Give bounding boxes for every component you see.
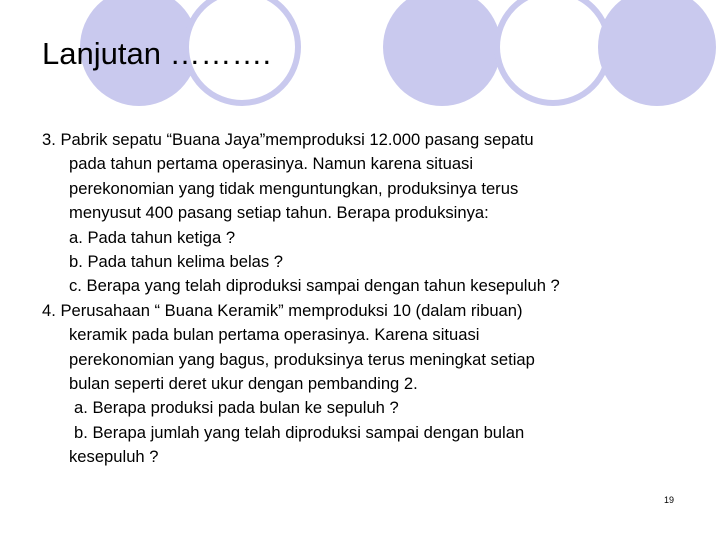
problem-3-line-3: perekonomian yang tidak menguntungkan, produksinya terus (69, 178, 519, 198)
problem-3-line-1: 3. Pabrik sepatu “Buana Jaya”memproduksi 12.000 pasang sepatu (42, 130, 534, 149)
decor-circle-filled-2 (383, 0, 501, 106)
problem-4-question-b-cont: kesepuluh ? (69, 447, 159, 467)
problem-4-line-4: bulan seperti deret ukur dengan pembanding 2. (69, 374, 418, 394)
problem-3-question-b: b. Pada tahun kelima belas ? (69, 252, 284, 272)
problem-4-line-3: perekonomian yang bagus, produksinya terus meningkat setiap (69, 349, 535, 369)
slide-title: Lanjutan ………. (42, 36, 272, 71)
decor-circle-filled-3 (598, 0, 716, 106)
decor-circle-ring-2 (494, 0, 612, 106)
problem-3-question-c: c. Berapa yang telah diproduksi sampai dengan tahun kesepuluh ? (69, 276, 560, 296)
problem-4-question-a: a. Berapa produksi pada bulan ke sepuluh ? (74, 398, 399, 418)
problem-4-question-b: b. Berapa jumlah yang telah diproduksi sampai dengan bulan (74, 422, 525, 442)
slide-body (42, 128, 702, 470)
problem-4-line-1: 4. Perusahaan “ Buana Keramik” memproduksi 10 (dalam ribuan) (42, 300, 523, 320)
problem-4-line-2: keramik pada bulan pertama operasinya. Karena situasi (69, 325, 480, 345)
problem-3-question-a: a. Pada tahun ketiga ? (69, 227, 236, 247)
problem-3-line-2: pada tahun pertama operasinya. Namun karena situasi (69, 154, 474, 174)
page-number: 19 (664, 495, 675, 505)
problem-3-line-4: menyusut 400 pasang setiap tahun. Berapa produksinya: (69, 203, 489, 223)
